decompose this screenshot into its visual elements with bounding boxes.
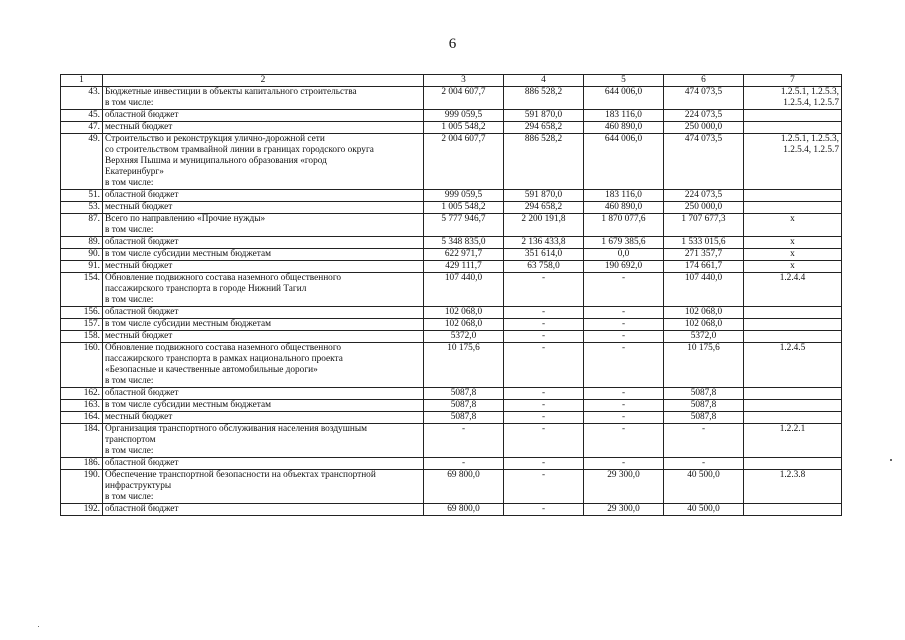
value-c6: 174 661,7: [664, 261, 744, 273]
description-line: Обеспечение транспортной безопасности на объектах транспортной: [105, 470, 376, 480]
row-description: [103, 307, 424, 319]
row-number: 156.: [61, 307, 103, 319]
row-description: [103, 190, 424, 202]
value-c4: 591 870,0: [504, 190, 584, 202]
value-c5: 644 006,0: [584, 87, 664, 110]
row-description: [103, 504, 424, 516]
program-reference: [744, 190, 842, 202]
description-line: Организация транспортного обслуживания населения воздушным: [105, 424, 367, 434]
table-row: [61, 249, 842, 261]
value-c6: 224 073,5: [664, 110, 744, 122]
reference-line: 1.2.3.8: [779, 470, 806, 480]
program-reference: [744, 400, 842, 412]
description-line: со строительством трамвайной линии в границах городского округа: [105, 145, 374, 155]
description-line: в том числе:: [105, 295, 154, 305]
value-c6: 271 357,7: [664, 249, 744, 261]
reference-line: x: [790, 249, 795, 259]
reference-line: 1.2.4.5: [779, 343, 806, 353]
table-row: [61, 122, 842, 134]
description-line: областной бюджет: [105, 458, 179, 468]
value-c4: 63 758,0: [504, 261, 584, 273]
column-header-4: 4: [504, 75, 584, 87]
table-row: [61, 202, 842, 214]
value-c5: -: [584, 458, 664, 470]
value-c6: 40 500,0: [664, 470, 744, 504]
description-line: Бюджетные инвестиции в объекты капитального строительства: [105, 87, 357, 97]
value-c3: 1 005 548,2: [424, 202, 504, 214]
value-c3: 5087,8: [424, 412, 504, 424]
reference-line: 1.2.5.1, 1.2.5.3,: [780, 87, 839, 97]
value-c3: 10 175,6: [424, 343, 504, 388]
program-reference: [744, 110, 842, 122]
value-c4: -: [504, 331, 584, 343]
value-c4: 886 528,2: [504, 87, 584, 110]
value-c5: 460 890,0: [584, 202, 664, 214]
value-c3: 999 059,5: [424, 110, 504, 122]
value-c4: -: [504, 319, 584, 331]
description-line: транспортом: [105, 435, 156, 445]
value-c4: 294 658,2: [504, 202, 584, 214]
program-reference: [744, 388, 842, 400]
value-c4: 294 658,2: [504, 122, 584, 134]
table-row: [61, 273, 842, 307]
row-number: 90.: [61, 249, 103, 261]
reference-line: 1.2.2.1: [779, 424, 806, 434]
value-c3: 2 004 607,7: [424, 87, 504, 110]
table-row: [61, 307, 842, 319]
value-c3: 2 004 607,7: [424, 134, 504, 190]
reference-line: 1.2.5.4, 1.2.5.7: [783, 145, 839, 155]
table-row: [61, 110, 842, 122]
description-line: Верхняя Пышма и муниципального образования «город: [105, 156, 327, 166]
value-c3: -: [424, 424, 504, 458]
program-reference: [744, 504, 842, 516]
row-description: [103, 424, 424, 458]
row-number: 91.: [61, 261, 103, 273]
description-line: местный бюджет: [105, 202, 173, 212]
row-number: 192.: [61, 504, 103, 516]
scan-speck: [38, 626, 39, 627]
value-c3: 622 971,7: [424, 249, 504, 261]
value-c5: -: [584, 388, 664, 400]
program-reference: [744, 273, 842, 307]
table-row: [61, 87, 842, 110]
program-reference: [744, 122, 842, 134]
table-row: [61, 470, 842, 504]
table-row: [61, 400, 842, 412]
row-number: 163.: [61, 400, 103, 412]
value-c5: 460 890,0: [584, 122, 664, 134]
value-c4: -: [504, 307, 584, 319]
reference-line: 1.2.4.4: [779, 273, 806, 283]
row-number: 49.: [61, 134, 103, 190]
description-line: в том числе:: [105, 446, 154, 456]
reference-line: 1.2.5.4, 1.2.5.7: [783, 98, 839, 108]
value-c6: 102 068,0: [664, 319, 744, 331]
program-reference: [744, 412, 842, 424]
header-row: [61, 75, 842, 87]
value-c6: 40 500,0: [664, 504, 744, 516]
program-reference: [744, 87, 842, 110]
value-c3: 102 068,0: [424, 307, 504, 319]
program-reference: [744, 343, 842, 388]
row-description: [103, 87, 424, 110]
value-c5: 183 116,0: [584, 190, 664, 202]
table-row: [61, 237, 842, 249]
value-c4: -: [504, 458, 584, 470]
program-reference: [744, 307, 842, 319]
row-description: [103, 319, 424, 331]
description-line: областной бюджет: [105, 110, 179, 120]
value-c5: 644 006,0: [584, 134, 664, 190]
column-header-3: 3: [424, 75, 504, 87]
row-number: 89.: [61, 237, 103, 249]
value-c3: 69 800,0: [424, 470, 504, 504]
table-row: [61, 319, 842, 331]
reference-line: x: [790, 214, 795, 224]
value-c4: 591 870,0: [504, 110, 584, 122]
table-row: [61, 190, 842, 202]
value-c5: 183 116,0: [584, 110, 664, 122]
value-c3: 999 059,5: [424, 190, 504, 202]
description-line: местный бюджет: [105, 122, 173, 132]
description-line: областной бюджет: [105, 307, 179, 317]
value-c6: 474 073,5: [664, 134, 744, 190]
description-line: «Безопасные и качественные автомобильные дороги»: [105, 365, 318, 375]
row-number: 158.: [61, 331, 103, 343]
value-c6: -: [664, 458, 744, 470]
value-c4: -: [504, 388, 584, 400]
value-c3: 5 777 946,7: [424, 214, 504, 237]
description-line: пассажирского транспорта в городе Нижний Тагил: [105, 284, 307, 294]
value-c5: 190 692,0: [584, 261, 664, 273]
description-line: в том числе субсидии местным бюджетам: [105, 319, 271, 329]
value-c4: 886 528,2: [504, 134, 584, 190]
row-description: [103, 261, 424, 273]
value-c5: -: [584, 400, 664, 412]
value-c3: 1 005 548,2: [424, 122, 504, 134]
column-header-5: 5: [584, 75, 664, 87]
description-line: инфраструктуры: [105, 481, 172, 491]
value-c6: -: [664, 424, 744, 458]
table-row: [61, 331, 842, 343]
row-number: 184.: [61, 424, 103, 458]
value-c5: 29 300,0: [584, 470, 664, 504]
value-c5: -: [584, 319, 664, 331]
table-row: [61, 134, 842, 190]
row-number: 87.: [61, 214, 103, 237]
description-line: областной бюджет: [105, 237, 179, 247]
value-c6: 10 175,6: [664, 343, 744, 388]
value-c4: -: [504, 343, 584, 388]
value-c6: 474 073,5: [664, 87, 744, 110]
value-c3: 5087,8: [424, 400, 504, 412]
row-number: 45.: [61, 110, 103, 122]
reference-line: x: [790, 261, 795, 271]
row-description: [103, 122, 424, 134]
description-line: Обновление подвижного состава наземного общественного: [105, 273, 342, 283]
program-reference: [744, 331, 842, 343]
description-line: в том числе субсидии местным бюджетам: [105, 249, 271, 259]
description-line: в том числе:: [105, 225, 154, 235]
program-reference: [744, 424, 842, 458]
row-description: [103, 202, 424, 214]
value-c4: 351 614,0: [504, 249, 584, 261]
row-number: 164.: [61, 412, 103, 424]
description-line: областной бюджет: [105, 388, 179, 398]
column-header-7: 7: [744, 75, 842, 87]
program-reference: [744, 134, 842, 190]
description-line: областной бюджет: [105, 504, 179, 514]
row-number: 190.: [61, 470, 103, 504]
value-c4: 2 200 191,8: [504, 214, 584, 237]
value-c6: 107 440,0: [664, 273, 744, 307]
value-c4: -: [504, 470, 584, 504]
reference-line: x: [790, 237, 795, 247]
description-line: в том числе субсидии местным бюджетам: [105, 400, 271, 410]
value-c5: -: [584, 424, 664, 458]
description-line: пассажирского транспорта в рамках национального проекта: [105, 354, 343, 364]
value-c3: 107 440,0: [424, 273, 504, 307]
value-c3: 69 800,0: [424, 504, 504, 516]
value-c6: 1 533 015,6: [664, 237, 744, 249]
description-line: областной бюджет: [105, 190, 179, 200]
value-c5: -: [584, 273, 664, 307]
table-row: [61, 424, 842, 458]
value-c6: 1 707 677,3: [664, 214, 744, 237]
page-number: 6: [448, 36, 457, 52]
program-reference: [744, 458, 842, 470]
column-header-2: 2: [103, 75, 424, 87]
row-number: 47.: [61, 122, 103, 134]
description-line: местный бюджет: [105, 331, 173, 341]
description-line: Обновление подвижного состава наземного общественного: [105, 343, 342, 353]
description-line: в том числе:: [105, 98, 154, 108]
value-c5: 1 679 385,6: [584, 237, 664, 249]
row-description: [103, 249, 424, 261]
row-number: 186.: [61, 458, 103, 470]
value-c5: -: [584, 343, 664, 388]
row-number: 51.: [61, 190, 103, 202]
row-description: [103, 273, 424, 307]
description-line: в том числе:: [105, 492, 154, 502]
description-line: Всего по направлению «Прочие нужды»: [105, 214, 266, 224]
program-reference: [744, 237, 842, 249]
value-c3: 5087,8: [424, 388, 504, 400]
row-description: [103, 470, 424, 504]
description-line: Екатеринбург»: [105, 167, 164, 177]
table-row: [61, 458, 842, 470]
row-description: [103, 343, 424, 388]
value-c5: -: [584, 331, 664, 343]
row-description: [103, 110, 424, 122]
budget-table: [60, 74, 842, 516]
description-line: Строительство и реконструкция улично-дорожной сети: [105, 134, 325, 144]
row-number: 160.: [61, 343, 103, 388]
description-line: в том числе:: [105, 178, 154, 188]
value-c4: -: [504, 504, 584, 516]
row-number: 53.: [61, 202, 103, 214]
value-c4: -: [504, 273, 584, 307]
row-number: 43.: [61, 87, 103, 110]
row-number: 162.: [61, 388, 103, 400]
program-reference: [744, 470, 842, 504]
table-row: [61, 214, 842, 237]
value-c3: 429 111,7: [424, 261, 504, 273]
row-description: [103, 331, 424, 343]
table-row: [61, 343, 842, 388]
value-c6: 250 000,0: [664, 202, 744, 214]
table-row: [61, 261, 842, 273]
value-c5: -: [584, 412, 664, 424]
program-reference: [744, 261, 842, 273]
value-c3: 102 068,0: [424, 319, 504, 331]
value-c3: -: [424, 458, 504, 470]
reference-line: 1.2.5.1, 1.2.5.3,: [780, 134, 839, 144]
program-reference: [744, 249, 842, 261]
value-c6: 5372,0: [664, 331, 744, 343]
value-c5: -: [584, 307, 664, 319]
scan-speck: [890, 459, 892, 461]
value-c5: 29 300,0: [584, 504, 664, 516]
value-c3: 5 348 835,0: [424, 237, 504, 249]
description-line: в том числе:: [105, 376, 154, 386]
row-description: [103, 388, 424, 400]
column-header-1: 1: [61, 75, 103, 87]
value-c5: 0,0: [584, 249, 664, 261]
value-c6: 250 000,0: [664, 122, 744, 134]
row-description: [103, 214, 424, 237]
program-reference: [744, 319, 842, 331]
table-body: [61, 87, 842, 516]
row-number: 154.: [61, 273, 103, 307]
value-c4: -: [504, 412, 584, 424]
program-reference: [744, 202, 842, 214]
row-description: [103, 134, 424, 190]
value-c6: 5087,8: [664, 388, 744, 400]
value-c6: 5087,8: [664, 400, 744, 412]
program-reference: [744, 214, 842, 237]
value-c6: 5087,8: [664, 412, 744, 424]
value-c5: 1 870 077,6: [584, 214, 664, 237]
value-c6: 224 073,5: [664, 190, 744, 202]
row-number: 157.: [61, 319, 103, 331]
row-description: [103, 237, 424, 249]
table-row: [61, 504, 842, 516]
value-c4: -: [504, 424, 584, 458]
table-row: [61, 412, 842, 424]
row-description: [103, 400, 424, 412]
row-description: [103, 458, 424, 470]
column-header-6: 6: [664, 75, 744, 87]
description-line: местный бюджет: [105, 261, 173, 271]
value-c3: 5372,0: [424, 331, 504, 343]
row-description: [103, 412, 424, 424]
table-row: [61, 388, 842, 400]
description-line: местный бюджет: [105, 412, 173, 422]
value-c6: 102 068,0: [664, 307, 744, 319]
value-c4: -: [504, 400, 584, 412]
value-c4: 2 136 433,8: [504, 237, 584, 249]
